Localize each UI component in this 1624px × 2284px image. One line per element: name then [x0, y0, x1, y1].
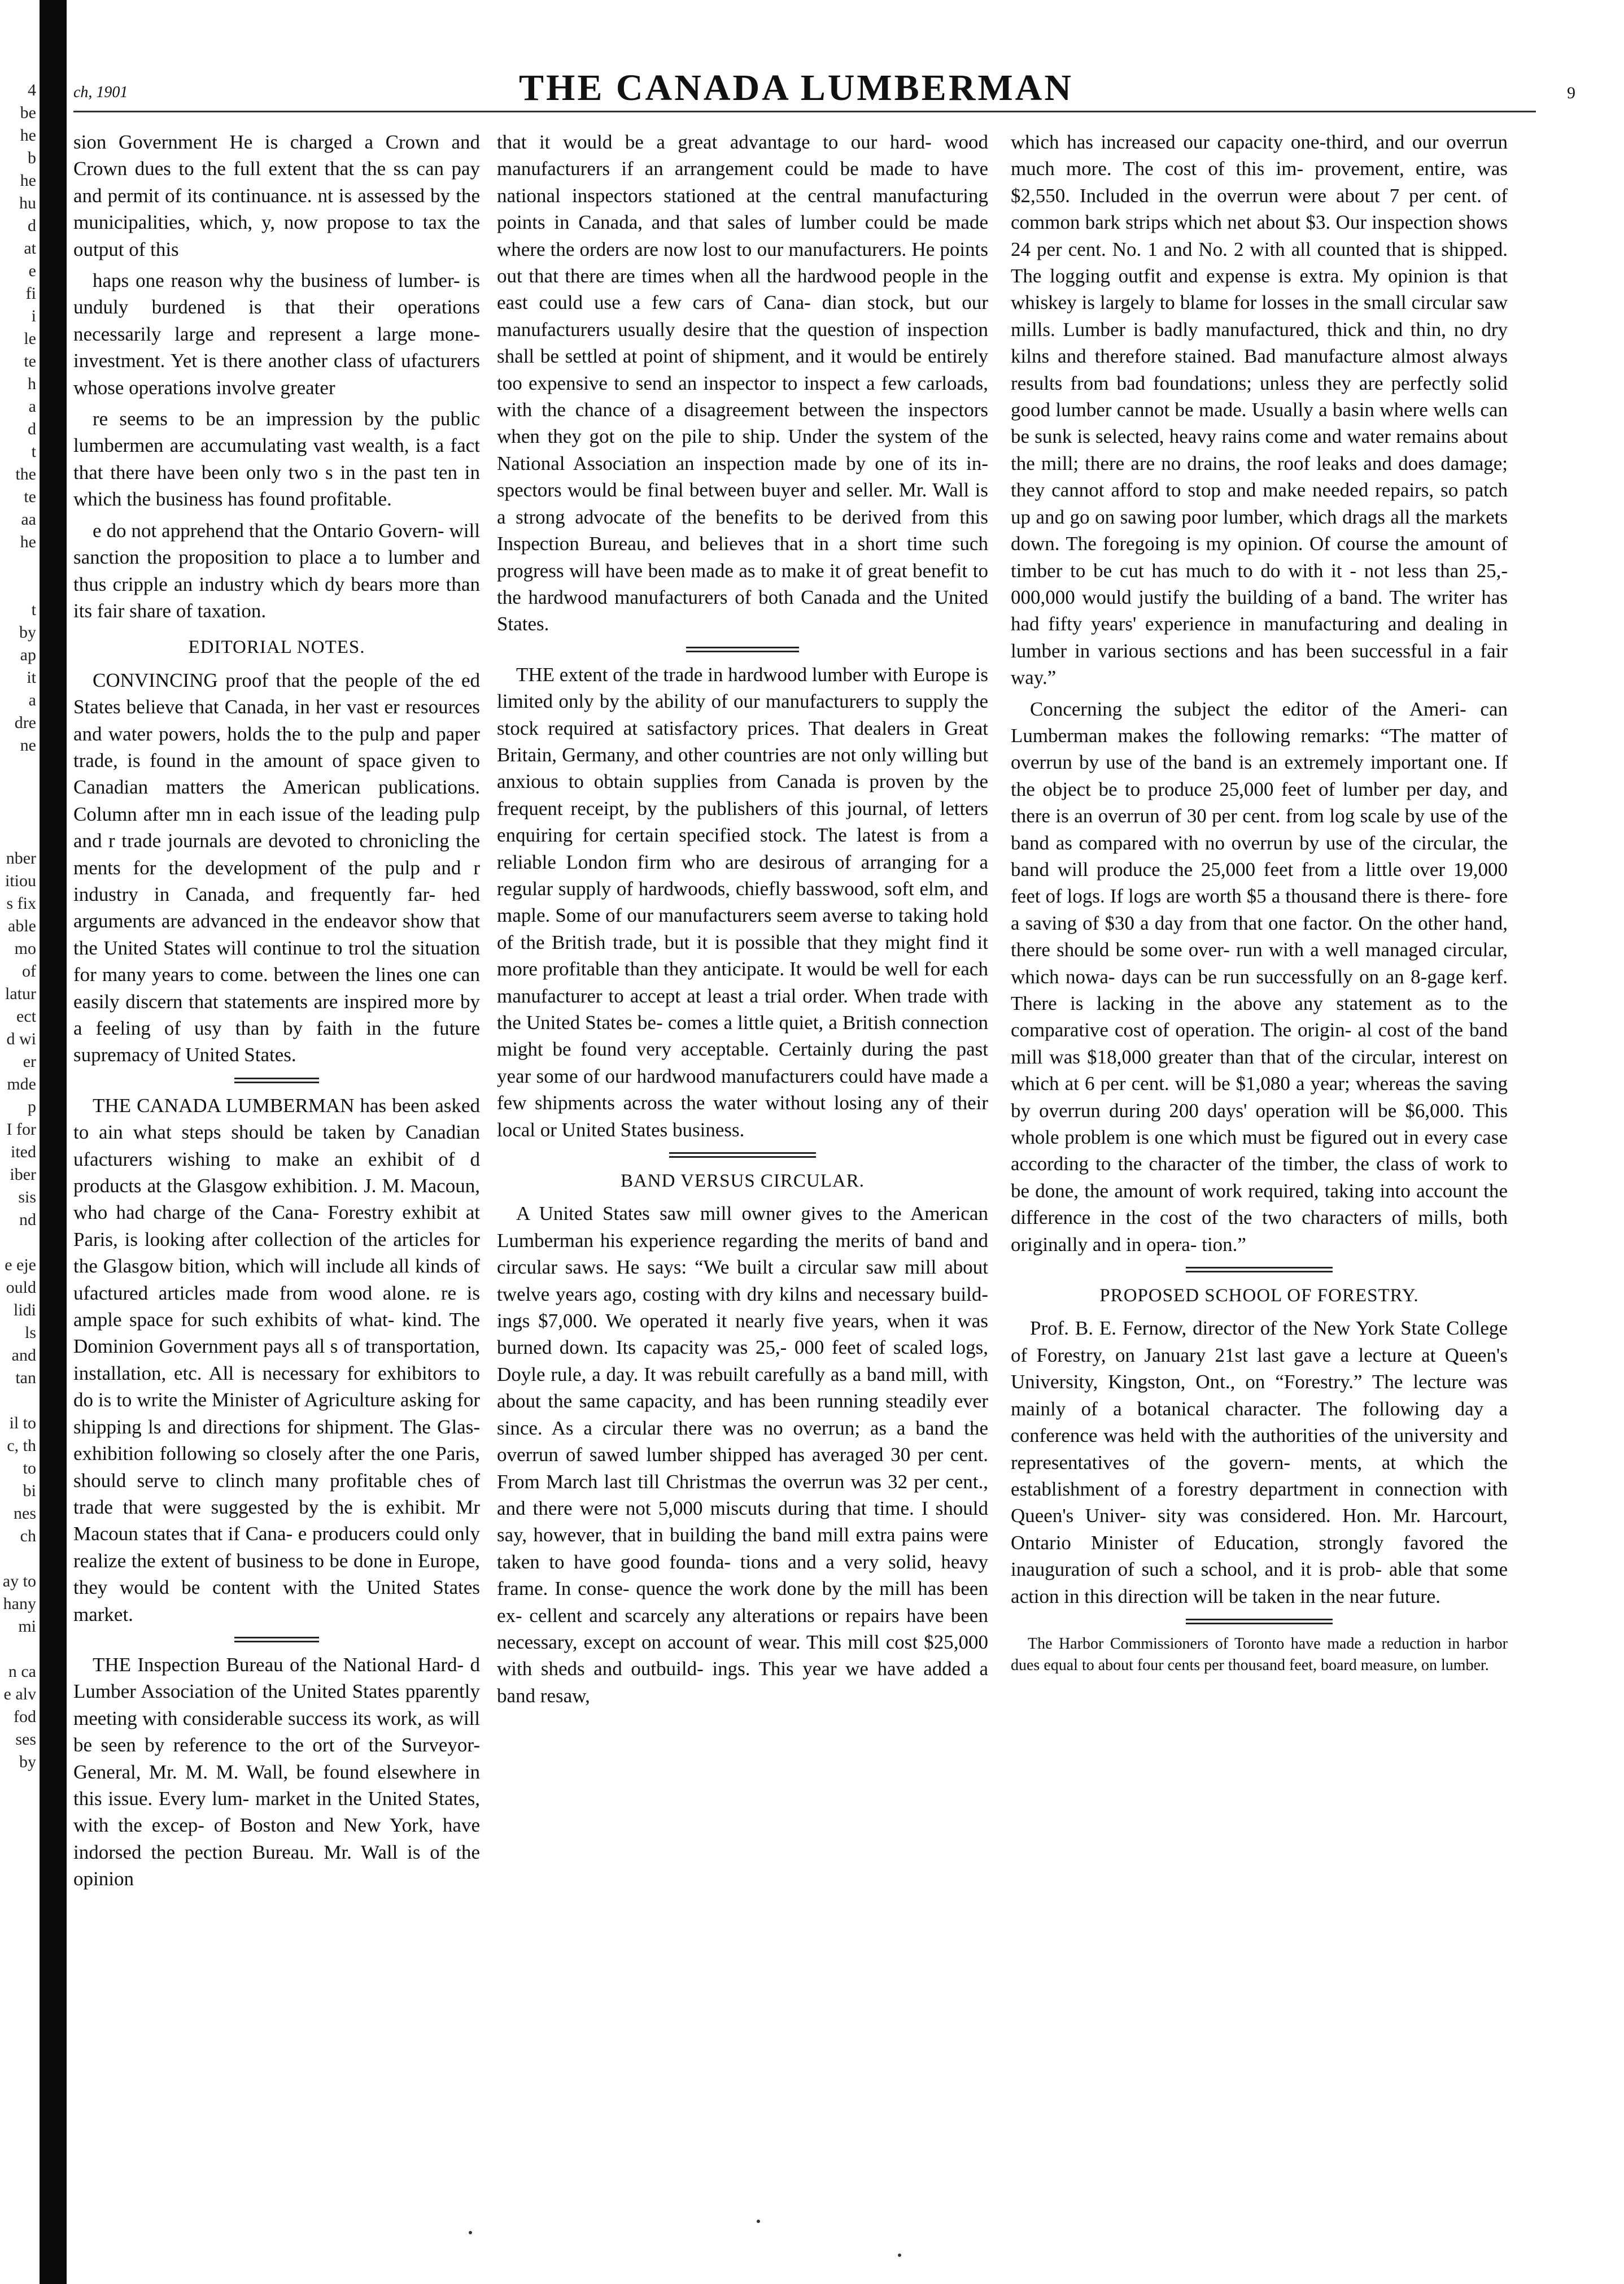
gutter-fragment: le [24, 329, 36, 348]
gutter-fragment: e eje [5, 1256, 36, 1274]
gutter-fragment: to [23, 1459, 36, 1477]
col3-paragraph: which has increased our capacity one-third, and our overrun much more. The cost of this im- provement, entire, was $2,550. Included in the overrun were about 7 per cent. of common bark strips which net about $3. Our inspection shows 24 per cent. No. 1 and No. 2 with all counted that is shipped. The logging outfit and expense is extra. My opinion is that whiskey is largely to blame for losses in the small circular saw mills. Lumber is badly manufactured, thick and thin, no dry kilns and therefore stained. Bad manufacture almost always results from bad foundations; unless they are perfectly solid good lumber cannot be made. Usually a basin where wells can be sunk is selected, heavy rains come and water remains about the mill; there are no drains, the roof leaks and does damage; they cannot afford to stop and make needed repairs, so patch up and go on sawing poor lumber, which drags all the markets down. The foregoing is my opinion. Of course the amount of timber to be cut has much to do with it - not less than 25,- 000,000 would justify the building of a band. The writer has had fifty years' experience in manufacturing and dealing in lumber in various sections and has been successful in a fair way.” [1011, 131, 1508, 689]
gutter-fragment [0, 553, 40, 576]
gutter-fragment: c, th [7, 1436, 36, 1455]
gutter-fragment: h [28, 374, 36, 393]
page-header [73, 67, 1575, 112]
gutter-fragment: sis [18, 1188, 36, 1206]
gutter-fragment: mo [14, 939, 36, 958]
gutter-fragment [0, 576, 40, 599]
issue-date: ch, 1901 [73, 84, 128, 101]
gutter-fragment: te [24, 487, 36, 506]
header-rule [73, 111, 1536, 112]
gutter-fragment: fi [25, 284, 36, 303]
gutter-fragment: able [8, 917, 36, 935]
gutter-fragment [0, 1231, 40, 1254]
col1-paragraph: re seems to be an impression by the public lumbermen are accumulating vast wealth, is a fact that there have been only two s in the past ten in which the business has found profitable. [73, 408, 480, 511]
gutter-fragment: mde [7, 1075, 36, 1093]
gutter-fragment: a [28, 691, 36, 709]
school-of-forestry-heading: PROPOSED SCHOOL OF FORESTRY. [1099, 1285, 1419, 1306]
gutter-fragment: nber [6, 849, 36, 868]
gutter-fragment: it [27, 668, 36, 687]
gutter-fragment: e [28, 261, 36, 280]
gutter-fragment [0, 1389, 40, 1412]
column-3 [1011, 129, 1508, 2173]
gutter-fragment: i [31, 307, 36, 325]
gutter-fragment: te [24, 352, 36, 371]
col2-paragraph: that it would be a great advantage to our hard- wood manufacturers if an arrangement could be made to have national inspectors stationed at the central manufacturing points in Canada, and that sales of lumber could be made where the orders are now lost to our manufacturers. He points out that there are times when all the hardwood people in the east could use a few cars of Cana- dian stock, but our manufacturers usually desire that the question of inspection shall be settled at point of shipment, and it would be entirely too expensive to send an inspector to inspect a few carloads, with the chance of a disagreement between the inspectors when they got on the pile to ship. Under the system of the National Association an inspection made by one of its in- spectors would be final between buyer and seller. Mr. Wall is a strong advocate of the benefits to be derived from this Inspection Bureau, and believes that in a short time such progress will have been made as to make it of great benefit to the hardwood manufacturers of both Canada and the United States. [497, 131, 988, 635]
gutter-fragment: ould [6, 1278, 36, 1297]
gutter-fragment [0, 802, 40, 825]
forestry-paragraph: Prof. B. E. Fernow, director of the New York State College of Forestry, on January 21st last gave a lecture at Queen's University, Kingston, Ont., on “Forestry.” The lecture was mainly of a botanical character. The following day a conference was held with the authorities of the university and representatives of the govern- ments, at which the establishment of a forestry department in connection with Queen's Univer- sity was considered. Hon. Mr. Harcourt, Ontario Minister of Education, strongly favored the inauguration of such a school, and it is prob- able that some action in this direction will be taken in the near future. [1011, 1317, 1508, 1607]
col2-paragraph: THE extent of the trade in hardwood lumber with Europe is limited only by the ability of our manufacturers to supply the stock required at satisfactory prices. That dealers in Great Britain, Germany, and other countries are not only willing but anxious to obtain supplies from Canada is proven by the frequent receipt, by the publishers of this journal, of letters enquiring for certain specified stock. The latest is from a reliable London firm who are desirous of arranging for a regular supply of hardwoods, chiefly basswood, soft elm, and maple. Some of our manufacturers seem averse to taking hold of the British trade, but it is possible that they might find it more profitable than they anticipate. It would be well for each manufacturer to accept at least a trial order. When trade with the United States be- comes a little quiet, a British connection might be found very acceptable. Certainly during the past year some of our hardwood manufacturers could have made a few shipments across the water without losing any of their local or United States business. [497, 663, 988, 1141]
section-separator [234, 1078, 319, 1083]
gutter-fragment: I for [6, 1120, 36, 1139]
gutter-fragments [0, 79, 40, 1999]
editorial-paragraph: THE CANADA LUMBERMAN has been asked to ain what steps should be taken by Canadian ufacturers wishing to make an exhibit of d products at the Glasgow exhibition. J. M. Macoun, who had charge of the Cana- Forestry exhibit at Paris, is looking after collection of the articles for the Glasgow bition, which will include all kinds of ufactured articles made from wood alone. re is ample space for such exhibits of what- kind. The Dominion Government pays all s of transportation, installation, etc. All is necessary for exhibitors to do is to write the Minister of Agriculture asking for shipping ls and directions for shipment. The Glas- exhibition following so closely after the one Paris, should serve to clinch many profitable ches of trade that were suggested by the is exhibit. Mr Macoun states that if Cana- e producers could only realize the extent of business to be done in Europe, they would be content with the United States market. [73, 1094, 480, 1625]
gutter-fragment [0, 757, 40, 779]
editorial-paragraph: THE Inspection Bureau of the National Hard- d Lumber Association of the United States pparently meeting with considerable success its work, as will be seen by reference to the ort of the Surveyor-General, Mr. M. M. Wall, be found elsewhere in this issue. Every lum- market in the United States, with the excep- of Boston and New York, have indorsed the pection Bureau. Mr. Wall is of the opinion [73, 1653, 480, 1890]
gutter-fragment [0, 779, 40, 802]
gutter-fragment: aa [21, 510, 36, 529]
harbor-note-text: The Harbor Commissioners of Toronto have made a reduction in harbor dues equal to about four cents per thousand feet, board measure, on lumber. [1011, 1634, 1508, 1674]
gutter-fragment: ap [20, 646, 36, 664]
gutter-fragment: ited [11, 1143, 36, 1161]
print-speck [757, 2220, 760, 2223]
gutter-fragment: of [22, 962, 36, 980]
gutter-fragment: ne [20, 736, 36, 755]
editorial-paragraph: CONVINCING proof that the people of the ed States believe that Canada, in her vast er resources and water powers, holds the to the pulp and paper trade, is found in the amount of space given to Canadian matters the American publications. Column after mn in each issue of the leading pulp and r trade journals are devoted to chronicling the ments for the development of the pulp and r industry in Canada, and frequently far- hed arguments are advanced in the endeavor show that the United States will continue to trol the situation for many years to come. between the lines one can easily discern that statements are inspired more by a feeling of usy than by faith in the future supremacy of United States. [73, 669, 480, 1066]
gutter-fragment: e alv [3, 1685, 36, 1703]
gutter-fragment: he [20, 533, 36, 551]
col1-paragraph: e do not apprehend that the Ontario Govern- will sanction the proposition to place a to lumber and thus cripple an industry which dy bears more than its fair share of taxation. [73, 519, 480, 622]
gutter-fragment: nes [14, 1504, 36, 1523]
page-number: 9 [1567, 84, 1575, 102]
gutter-fragment: at [24, 239, 36, 258]
gutter-fragment: ses [15, 1730, 36, 1749]
gutter-fragment: d wi [6, 1030, 36, 1048]
gutter-fragment: be [20, 103, 36, 122]
gutter-fragment: by [19, 623, 36, 642]
gutter-fragment: by [19, 1753, 36, 1771]
gutter-fragment: a [28, 397, 36, 416]
gutter-fragment: itiou [5, 871, 36, 890]
print-speck [469, 2231, 472, 2234]
gutter-fragment [0, 1548, 40, 1570]
col3-paragraph: Concerning the subject the editor of the Ameri- can Lumberman makes the following remarks: “The matter of overrun by use of the band is an extremely important one. If the object be to produce 25,000 feet of lumber per day, and there is an overrun of 30 per cent. from log scale by use of the band as compared with no overrun by use of the circular, the band will produce the 25,000 feet from a little over 19,000 feet of logs. If logs are worth $5 a thousand there is there- fore a saving of $30 a day from that one factor. On the other hand, there should be some over- run with a well managed circular, which nowa- days can be run successfully on an 8-gage kerf. There is lacking in the above any statement as to the comparative cost of operation. The origin- al cost of the band mill was $18,000 greater than that of the circular, interest on which at 6 per cent. will be $1,080 a year; whereas the saving by overrun during 200 days' operation will be $6,000. This whole problem is one which must be figured out in every case according to the character of the timber, the class of work to be done, the amount of work required, taking into account the difference in the cost of the two characters of mills, both originally and in opera- tion.” [1011, 698, 1508, 1256]
column-2 [497, 129, 988, 2173]
gutter-fragment: d [28, 216, 36, 235]
section-separator [1186, 1619, 1333, 1624]
gutter-fragment: il to [9, 1414, 36, 1432]
editorial-notes-heading: EDITORIAL NOTES. [188, 637, 365, 658]
gutter-fragment: he [20, 171, 36, 190]
gutter-fragment: er [23, 1052, 36, 1071]
col1-paragraph: sion Government He is charged a Crown and Crown dues to the full extent that the ss can pay and permit of its continuance. nt is assessed by the municipalities, which, y, now propose to tax the output of this [73, 131, 480, 260]
col1-paragraph: haps one reason why the business of lumber- is unduly burdened is that their operations necessarily large and represent a large mone- investment. Yet is there another class of ufacturers whose operations involve greater [73, 269, 480, 399]
gutter-fragment [0, 825, 40, 847]
gutter-fragment: fod [14, 1707, 36, 1726]
gutter-fragment: t [31, 442, 36, 461]
gutter-fragment: hany [3, 1594, 36, 1613]
gutter-fragment [0, 1638, 40, 1660]
gutter-fragment: t [31, 600, 36, 619]
gutter-fragment: s fix [6, 894, 36, 913]
gutter-fragment: ect [16, 1007, 36, 1026]
print-speck [898, 2254, 901, 2257]
gutter-fragment: ch [20, 1527, 36, 1545]
gutter-fragment: the [15, 465, 36, 483]
binding-shadow [40, 0, 67, 2284]
band-versus-circular-heading: BAND VERSUS CIRCULAR. [620, 1171, 865, 1192]
column-1 [73, 129, 480, 2173]
gutter-fragment: n ca [8, 1662, 36, 1681]
gutter-fragment: bi [23, 1481, 36, 1500]
section-separator [1186, 1267, 1333, 1272]
gutter-fragment: he [20, 126, 36, 145]
gutter-fragment: ay to [2, 1572, 36, 1590]
gutter-fragment: p [28, 1097, 36, 1116]
gutter-fragment: lidi [13, 1301, 36, 1319]
section-separator [234, 1637, 319, 1642]
gutter-fragment: d [28, 420, 36, 438]
section-separator [686, 647, 799, 652]
gutter-fragment: b [28, 149, 36, 167]
gutter-fragment: ls [24, 1323, 36, 1342]
masthead-title: THE CANADA LUMBERMAN [518, 67, 1074, 108]
gutter-fragment: nd [19, 1210, 36, 1229]
gutter-fragment: iber [10, 1165, 36, 1184]
gutter-fragment: latur [5, 984, 36, 1003]
gutter-fragment: tan [15, 1368, 36, 1387]
harbor-note [1011, 1633, 1508, 1676]
gutter-fragment: dre [14, 713, 36, 732]
gutter-fragment: mi [18, 1617, 36, 1636]
band-paragraph: A United States saw mill owner gives to the American Lumberman his experience regarding the merits of band and circular saws. He says: “We built a circular saw mill about twelve years ago, costing with dry kilns and necessary build- ings $7,000. We operated it nearly five years, when it was burned down. Its capacity was 25,- 000 feet of scaled logs, Doyle rule, a day. It was rebuilt carefully as a band mill, with about the same capacity, and has been running steadily ever since. As a circular there was no overrun; as a band the overrun of sawed lumber shipped has averaged 30 per cent. From March last till Christmas the overrun was 32 per cent., and there were not 5,000 miscuts during that time. I should say, however, that in building the band mill extra pains were taken to have good founda- tions and a very solid, heavy frame. In conse- quence the work done by the mill has been ex- cellent and scarcely any alterations or repairs have been necessary, except on account of wear. This mill cost $25,000 with sheds and outbuild- ings. This year we have added a band resaw, [497, 1202, 988, 1707]
gutter-fragment: hu [19, 194, 36, 212]
gutter-fragment: 4 [28, 81, 36, 99]
section-separator [669, 1152, 816, 1158]
gutter-fragment: and [11, 1346, 36, 1365]
